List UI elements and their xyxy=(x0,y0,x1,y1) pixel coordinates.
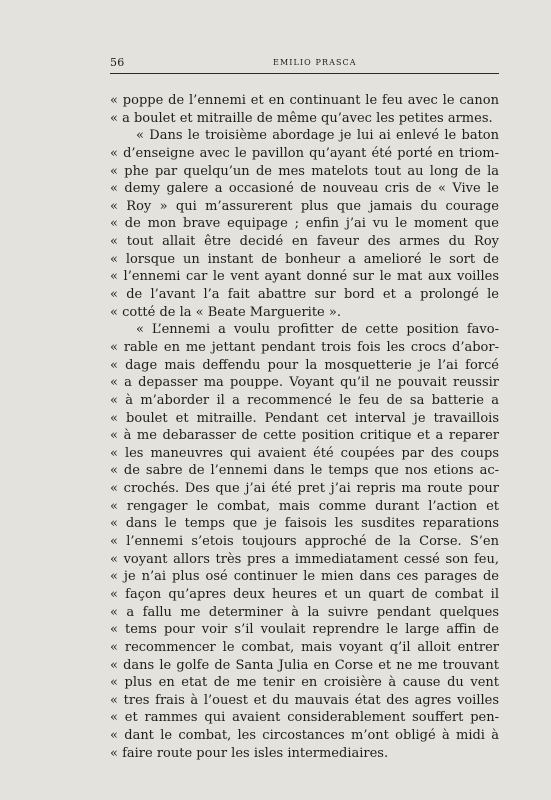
text-line: « de mon brave equipage ; enfin j’ai vu le moment que xyxy=(110,216,499,232)
text-line: « l’ennemi car le vent ayant donné sur le mat aux voilles xyxy=(110,269,499,285)
text-line: « tems pour voir s’il voulait reprendre le large affin de xyxy=(110,622,499,638)
text-line: « dant le combat, les circostances m’ont obligé à midi à xyxy=(110,728,499,744)
text-line: « je n’ai plus osé continuer le mien dans ces parages de xyxy=(110,569,499,585)
text-line: « voyant allors très pres a immediatament cessé son feu, xyxy=(110,551,499,567)
text-line: « poppe de l’ennemi et en continuant le feu avec le canon xyxy=(110,93,499,108)
text-line: « l’ennemi s’etois toujours approché de la Corse. S’en xyxy=(110,534,499,550)
text-line: « d’enseigne avec le pavillon qu’ayant été porté en triom- xyxy=(110,145,499,161)
text-line: « dans le temps que je faisois les susdites reparations xyxy=(110,516,499,532)
text-line: « les maneuvres qui avaient été coupées par des coups xyxy=(110,445,499,461)
text-line: « dans le golfe de Santa Julia en Corse et ne me trouvant xyxy=(110,657,499,673)
text-line: « de sabre de l’ennemi dans le temps que nos etions ac- xyxy=(110,463,499,479)
text-line: « Roy » qui m’assurerent plus que jamais du courage xyxy=(110,198,499,214)
text-line: « rengager le combat, mais comme durant l’action et xyxy=(110,498,499,514)
text-line: « façon qu’apres deux heures et un quart de combat il xyxy=(110,586,499,602)
text-line: « plus en etat de me tenir en croisière à cause du vent xyxy=(110,675,499,691)
page-header xyxy=(110,55,499,74)
text-line: « boulet et mitraille. Pendant cet interval je travaillois xyxy=(110,410,499,426)
text-line: « rable en me jettant pendant trois fois les crocs d’abor- xyxy=(110,339,499,355)
text-line: « crochés. Des que j’ai été pret j’ai repris ma route pour xyxy=(110,481,499,497)
body-text xyxy=(110,92,499,762)
text-line: « lorsque un instant de bonheur a amelioré le sort de xyxy=(110,251,499,267)
text-line: « cotté de la « Beate Marguerite ». xyxy=(110,304,341,320)
text-line: « et rammes qui avaient considerablement souffert pen- xyxy=(110,710,499,726)
text-line: « a boulet et mitraille de même qu’avec les petites armes. xyxy=(110,110,493,126)
text-line: « tout allait être decidé en faveur des armes du Roy xyxy=(110,234,499,250)
text-line: « a depasser ma pouppe. Voyant qu’il ne pouvait reussir xyxy=(110,375,499,391)
text-line: « de l’avant l’a fait abattre sur bord et a prolongé le xyxy=(110,287,499,303)
text-line: « dage mais deffendu pour la mosquetterie je l’ai forcé xyxy=(110,357,499,373)
text-line: « faire route pour les isles intermediaires. xyxy=(110,745,389,761)
page-number: 56 xyxy=(110,56,125,69)
text-line: « phe par quelqu’un de mes matelots tout au long de la xyxy=(110,163,499,179)
text-line: « a fallu me determiner à la suivre pendant quelques xyxy=(110,604,499,620)
text-line: « L’ennemi a voulu profitter de cette position favo- xyxy=(136,322,499,338)
text-line: « recommencer le combat, mais voyant q’il alloit entrer xyxy=(110,639,499,655)
text-line: « à me debarasser de cette position critique et a reparer xyxy=(110,428,499,444)
text-line: « tres frais à l’ouest et du mauvais état des agres voilles xyxy=(110,692,499,708)
running-head: EMILIO PRASCA xyxy=(273,58,357,67)
text-line: « demy galere a occasioné de nouveau cris de « Vive le xyxy=(110,181,499,197)
text-line: « à m’aborder il a recommencé le feu de sa batterie a xyxy=(110,392,499,408)
text-line: « Dans le troisième abordage je lui ai enlevé le baton xyxy=(136,128,499,144)
